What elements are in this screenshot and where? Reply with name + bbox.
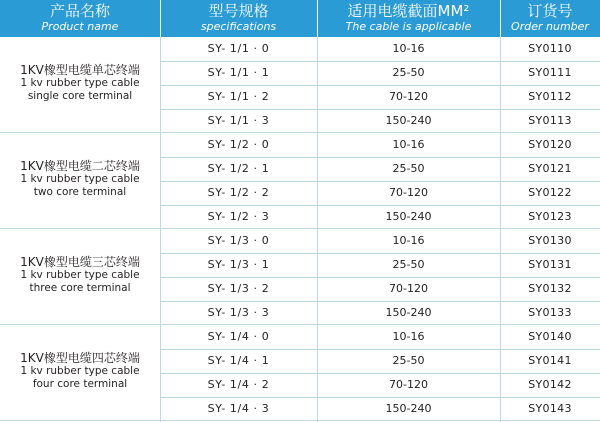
product-name-en-line2: single core terminal — [27, 90, 133, 102]
cable-range-cell: 70-120 — [389, 282, 428, 295]
product-name-zh: 1KV橡型电缆单芯终端 — [20, 63, 140, 77]
product-name-cell — [0, 63, 160, 103]
cable-range-cell: 70-120 — [389, 378, 428, 391]
order-number-cell: SY0133 — [528, 306, 572, 319]
spec-cell: SY- 1/1 · 3 — [207, 114, 270, 127]
header-order-number-en: Order number — [511, 20, 589, 33]
spec-cell: SY- 1/2 · 2 — [207, 186, 270, 199]
product-name-cell — [0, 351, 160, 391]
header-specifications — [160, 0, 317, 37]
order-number-cell: SY0110 — [528, 42, 572, 55]
product-name-en-line2: three core terminal — [29, 282, 131, 294]
table-row — [160, 277, 600, 301]
cable-range-cell: 70-120 — [389, 90, 428, 103]
product-name-zh: 1KV橡型电缆二芯终端 — [20, 159, 140, 173]
cable-range-cell: 150-240 — [385, 114, 432, 127]
cable-range-cell: 10-16 — [392, 42, 425, 55]
product-name-en-line2: four core terminal — [32, 378, 128, 390]
header-order-number — [500, 0, 600, 37]
spec-cell: SY- 1/4 · 3 — [207, 402, 270, 415]
table-row — [160, 85, 600, 109]
table-row — [160, 253, 600, 277]
product-name-en-line1: 1 kv rubber type cable — [20, 173, 140, 185]
table-row — [160, 157, 600, 181]
table-row — [160, 37, 600, 61]
cable-range-cell: 10-16 — [392, 330, 425, 343]
order-number-cell: SY0142 — [528, 378, 572, 391]
order-number-cell: SY0122 — [528, 186, 572, 199]
cable-range-cell: 70-120 — [389, 186, 428, 199]
product-name-cell — [0, 159, 160, 199]
header-specifications-zh: 型号规格 — [208, 2, 269, 20]
table-row — [160, 373, 600, 397]
spec-cell: SY- 1/1 · 0 — [207, 42, 270, 55]
spec-cell: SY- 1/2 · 1 — [207, 162, 270, 175]
spec-cell: SY- 1/2 · 3 — [207, 210, 270, 223]
cable-range-cell: 150-240 — [385, 306, 432, 319]
table-row — [160, 349, 600, 373]
header-product-name-zh: 产品名称 — [49, 2, 110, 20]
order-number-cell: SY0140 — [528, 330, 572, 343]
order-number-cell: SY0143 — [528, 402, 572, 415]
table-row — [160, 397, 600, 421]
table-row — [160, 229, 600, 253]
spec-cell: SY- 1/4 · 2 — [207, 378, 270, 391]
table-row — [160, 325, 600, 349]
cable-range-cell: 150-240 — [385, 210, 432, 223]
cable-range-cell: 10-16 — [392, 138, 425, 151]
product-name-zh: 1KV橡型电缆三芯终端 — [20, 255, 140, 269]
spec-cell: SY- 1/2 · 0 — [207, 138, 270, 151]
order-number-cell: SY0132 — [528, 282, 572, 295]
header-product-name — [0, 0, 160, 37]
table-row — [160, 205, 600, 229]
table-header — [0, 0, 600, 37]
product-name-en-line1: 1 kv rubber type cable — [20, 365, 140, 377]
order-number-cell: SY0123 — [528, 210, 572, 223]
spec-cell: SY- 1/3 · 0 — [207, 234, 270, 247]
order-number-cell: SY0113 — [528, 114, 572, 127]
table-row — [160, 109, 600, 133]
order-number-cell: SY0131 — [528, 258, 572, 271]
header-product-name-en: Product name — [41, 20, 119, 33]
product-name-en-line1: 1 kv rubber type cable — [20, 77, 140, 89]
table-body — [0, 37, 600, 422]
cable-range-cell: 10-16 — [392, 234, 425, 247]
spec-cell: SY- 1/3 · 2 — [207, 282, 270, 295]
cable-range-cell: 25-50 — [392, 162, 425, 175]
spec-cell: SY- 1/4 · 1 — [207, 354, 270, 367]
header-order-number-zh: 订货号 — [527, 2, 573, 20]
table-row — [160, 133, 600, 157]
row-divider — [0, 420, 600, 421]
product-name-en-line1: 1 kv rubber type cable — [20, 269, 140, 281]
order-number-cell: SY0111 — [528, 66, 572, 79]
spec-cell: SY- 1/3 · 1 — [207, 258, 270, 271]
cable-range-cell: 25-50 — [392, 354, 425, 367]
order-number-cell: SY0112 — [528, 90, 572, 103]
product-name-en-line2: two core terminal — [33, 186, 127, 198]
spec-cell: SY- 1/3 · 3 — [207, 306, 270, 319]
order-number-cell: SY0121 — [528, 162, 572, 175]
product-name-zh: 1KV橡型电缆四芯终端 — [20, 351, 140, 365]
table-row — [160, 301, 600, 325]
order-number-cell: SY0120 — [528, 138, 572, 151]
table-row — [160, 61, 600, 85]
spec-cell: SY- 1/1 · 2 — [207, 90, 270, 103]
table-row — [160, 181, 600, 205]
cable-range-cell: 150-240 — [385, 402, 432, 415]
spec-cell: SY- 1/4 · 0 — [207, 330, 270, 343]
order-number-cell: SY0141 — [528, 354, 572, 367]
product-name-cell — [0, 255, 160, 295]
cable-range-cell: 25-50 — [392, 66, 425, 79]
header-specifications-en: specifications — [200, 20, 277, 33]
spec-cell: SY- 1/1 · 1 — [207, 66, 270, 79]
order-number-cell: SY0130 — [528, 234, 572, 247]
cable-range-cell: 25-50 — [392, 258, 425, 271]
header-cable-section — [317, 0, 500, 37]
header-cable-section-zh: 适用电缆截面MM² — [347, 2, 470, 20]
header-cable-section-en: The cable is applicable — [345, 20, 472, 33]
